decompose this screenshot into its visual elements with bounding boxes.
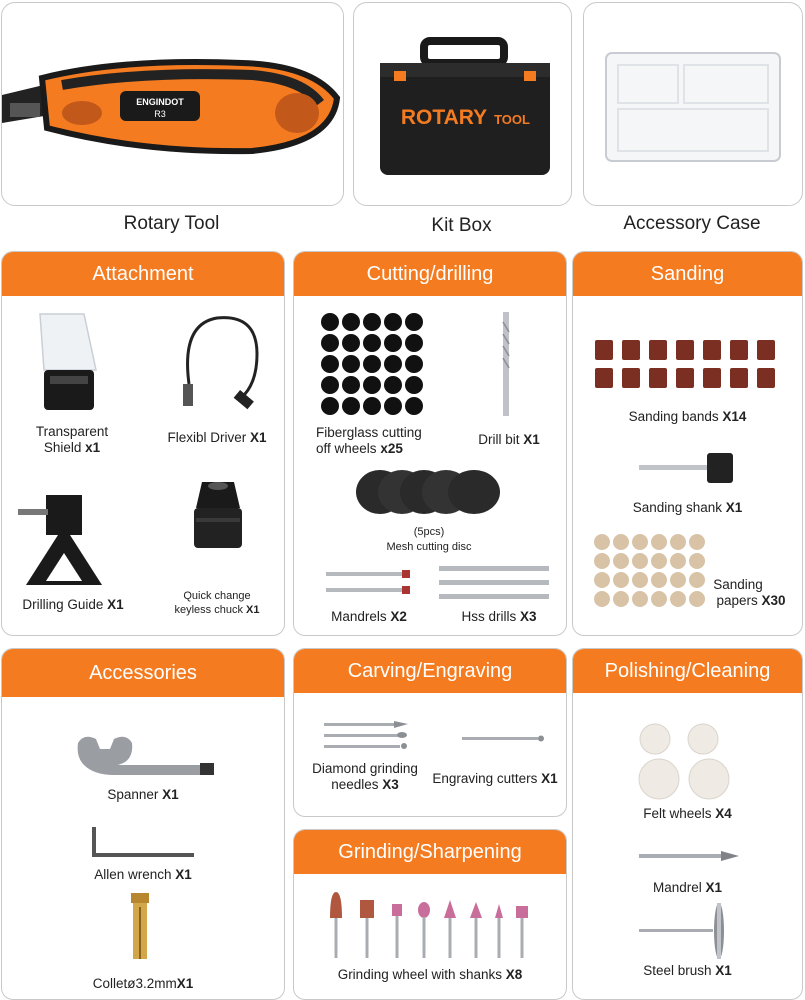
shield-qty: x1: [85, 440, 101, 455]
kit-box-print-sub: TOOL: [494, 112, 530, 127]
grinding-title: Grinding/Sharpening: [294, 830, 566, 874]
rotary-tool-image: [2, 3, 343, 205]
hss-label: [444, 609, 554, 625]
allen-wrench-icon: [90, 825, 200, 865]
drill-bit-label: [454, 432, 564, 448]
sanding-bands-label: [573, 409, 802, 425]
flex-driver-name: Flexibl Driver: [167, 430, 247, 445]
sanding-title: Sanding: [573, 252, 802, 296]
accessories-panel: [1, 648, 285, 1000]
mandrels-name: Mandrels: [331, 609, 387, 624]
grinding-wheels-label: [294, 967, 566, 983]
cutters-qty: X1: [541, 771, 558, 786]
mandrel-label: [573, 880, 802, 896]
accessory-case-caption: Accessory Case: [623, 213, 761, 234]
chuck-label-2: [152, 603, 282, 617]
polishing-title: Polishing/Cleaning: [573, 649, 802, 693]
mandrels-image: [326, 568, 416, 598]
accessory-case-image: [584, 3, 802, 205]
sanding-papers-qty: X30: [761, 593, 786, 608]
shield-name: Shield: [43, 440, 82, 455]
needles-label-2: [300, 777, 430, 793]
rotary-tool-card: [1, 2, 344, 206]
kit-box-caption: Kit Box: [431, 215, 492, 236]
flexible-driver-image: [177, 314, 267, 414]
sanding-papers-name: papers: [716, 593, 758, 608]
drill-bit-image: [496, 312, 516, 422]
needles-label-1: Diamond grinding: [312, 761, 418, 776]
sanding-papers-image: [594, 534, 704, 614]
transparent-shield-image: [32, 310, 112, 420]
fiberglass-qty: x25: [380, 441, 403, 456]
cutters-name: Engraving cutters: [432, 771, 538, 786]
fiberglass-label-1: Fiberglass cutting: [316, 425, 422, 440]
sanding-bands-image: [595, 340, 785, 390]
sanding-bands-name: Sanding bands: [628, 409, 719, 424]
mandrel-image: [639, 849, 743, 863]
drilling-guide-label: [8, 597, 138, 613]
sanding-papers-label-1: Sanding: [713, 577, 763, 592]
allen-wrench-qty: X1: [175, 867, 192, 882]
spanner-label: [2, 787, 284, 803]
mesh-disc-image: [354, 468, 504, 518]
fiberglass-wheels-image: [320, 312, 430, 412]
sanding-shank-label: [573, 500, 802, 516]
drilling-guide-qty: X1: [107, 597, 124, 612]
chuck-name: keyless chuck: [174, 604, 243, 616]
grinding-wheels-image: [326, 890, 536, 960]
chuck-label-1: Quick change: [183, 590, 251, 602]
kit-box-card: [353, 2, 572, 206]
mesh-note: (5pcs): [413, 526, 445, 538]
flex-driver-label: [152, 430, 282, 446]
mandrels-qty: X2: [390, 609, 407, 624]
felt-wheels-qty: X4: [715, 806, 732, 821]
cutters-label: [424, 771, 566, 787]
accessories-title: Accessories: [2, 649, 284, 697]
keyless-chuck-image: [188, 478, 248, 558]
tool-model: R3: [154, 109, 166, 119]
drilling-guide-image: [18, 495, 108, 595]
drill-bit-qty: X1: [523, 432, 540, 447]
collet-icon: [127, 893, 153, 963]
hss-name: Hss drills: [461, 609, 517, 624]
allen-wrench-name: Allen wrench: [94, 867, 172, 882]
needles-qty: X3: [382, 777, 399, 792]
mesh-label: Mesh cutting disc: [386, 541, 472, 553]
mandrels-label: [314, 609, 424, 625]
sanding-bands-qty: X14: [722, 409, 747, 424]
steel-brush-name: Steel brush: [643, 963, 712, 978]
grinding-wheels-qty: X8: [505, 967, 523, 982]
drilling-guide-name: Drilling Guide: [22, 597, 104, 612]
spanner-icon: [74, 735, 214, 785]
cutting-panel: [293, 251, 567, 636]
polishing-panel: [572, 648, 803, 1000]
steel-brush-image: [639, 901, 749, 961]
spanner-name: Spanner: [107, 787, 159, 802]
sanding-shank-name: Sanding shank: [632, 500, 723, 515]
sanding-shank-qty: X1: [725, 500, 743, 515]
carving-panel: [293, 648, 567, 817]
sanding-panel: [572, 251, 803, 636]
chuck-qty: X1: [246, 604, 260, 616]
attachment-panel: [1, 251, 285, 636]
carving-title: Carving/Engraving: [294, 649, 566, 693]
grinding-wheels-name: Grinding wheel with shanks: [337, 967, 503, 982]
drill-bit-name: Drill bit: [478, 432, 520, 447]
fiberglass-label-2: [298, 441, 456, 457]
steel-brush-qty: X1: [715, 963, 732, 978]
kit-box-print-main: ROTARY: [400, 106, 488, 129]
shield-label-2: [12, 440, 132, 456]
collet-qty: X1: [176, 976, 194, 991]
felt-wheels-image: [639, 721, 739, 801]
spanner-qty: X1: [162, 787, 179, 802]
felt-wheels-name: Felt wheels: [643, 806, 712, 821]
accessory-case-card: [583, 2, 803, 206]
collet-label: [2, 976, 284, 992]
felt-wheels-label: [573, 806, 802, 822]
fiberglass-name: off wheels: [316, 441, 377, 456]
sanding-papers-label-2: [701, 593, 801, 609]
allen-wrench-label: [2, 867, 284, 883]
mandrel-qty: X1: [705, 880, 723, 895]
hss-drills-image: [439, 563, 551, 603]
sanding-shank-image: [639, 451, 739, 487]
engraving-cutters-image: [462, 734, 546, 744]
cutting-title: Cutting/drilling: [294, 252, 566, 296]
needles-name: needles: [331, 777, 379, 792]
kit-box-image: [354, 3, 571, 205]
grinding-panel: [293, 829, 567, 1000]
shield-label-1: Transparent: [35, 424, 109, 439]
flex-driver-qty: X1: [250, 430, 267, 445]
hss-qty: X3: [520, 609, 537, 624]
mandrel-name: Mandrel: [652, 880, 702, 895]
rotary-tool-caption: Rotary Tool: [123, 213, 220, 234]
attachment-title: Attachment: [2, 252, 284, 296]
collet-name: Colletø3.2mm: [92, 976, 177, 991]
diamond-needles-image: [324, 721, 414, 751]
steel-brush-label: [573, 963, 802, 979]
tool-brand: ENGINDOT: [136, 97, 184, 107]
